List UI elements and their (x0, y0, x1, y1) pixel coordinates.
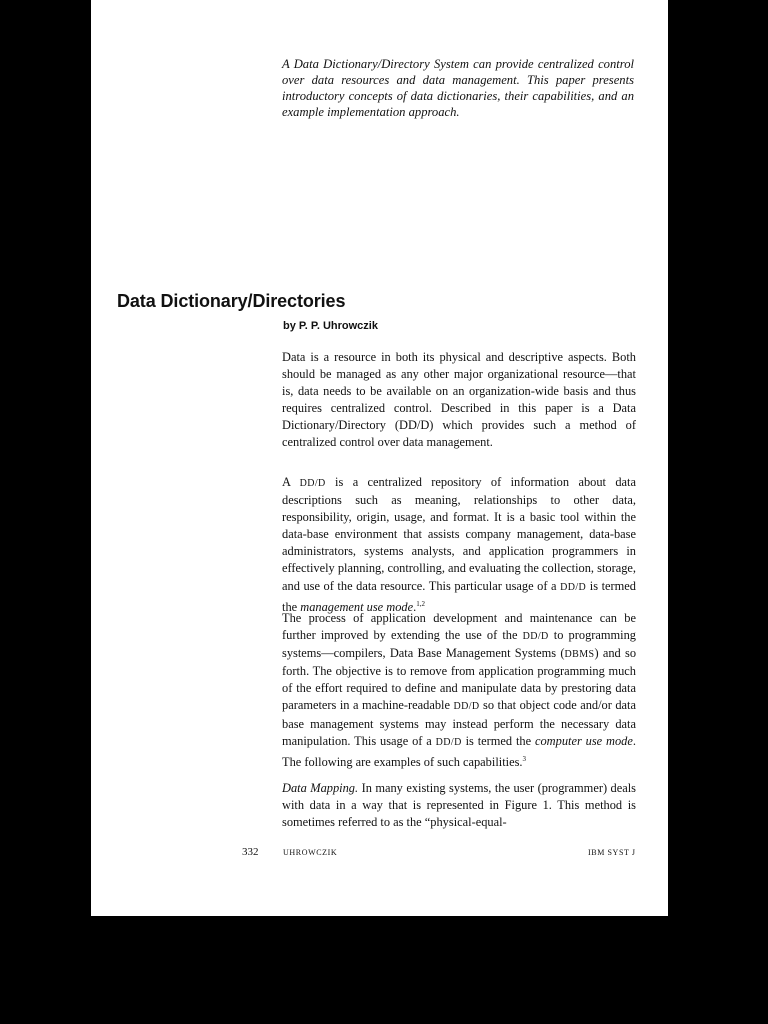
journal-page (91, 0, 668, 916)
text-run: is termed the (282, 578, 636, 614)
abbreviation: DBMS (564, 649, 595, 661)
body-paragraph-4 (282, 780, 636, 831)
page-number: 332 (242, 846, 259, 858)
emphasized-term: management use mode (300, 599, 414, 614)
abstract: A Data Dictionary/Directory System can provide centralized control over data resources and data management. This paper presents introductory concepts of data dictionaries, their capabilities, and an example implementation approach. (282, 57, 634, 119)
abbreviation: DD/D (560, 581, 587, 593)
abbreviation: DD/D (522, 631, 549, 643)
running-footer-author: UHROWCZIK (283, 848, 338, 857)
abbreviation: DD/D (435, 736, 462, 748)
abbreviation: DD/D (453, 701, 480, 713)
scan-border (668, 0, 768, 916)
text-run: In many existing systems, the user (programmer) deals with data in a way that is represented in Figure 1. This method is sometimes referred to as the “physical-equal- (282, 781, 637, 830)
text-run: A (282, 475, 300, 489)
text-run: is termed the (461, 733, 535, 748)
emphasized-term: computer use mode (534, 733, 633, 748)
body-paragraph-1: Data is a resource in both its physical and descriptive aspects. Both should be managed as any other major organizational resource—that is, data needs to be available on an organization-wide basis and thus requires centralized control. Described in this paper is a Data Dictionary/Directory (DD/D) which provides such a method of centralized control over data management. (282, 350, 636, 450)
article-title: Data Dictionary/Directories (117, 291, 346, 311)
text-run: ) and so forth. The objective is to remove from application programming much of the effort required to define and manipulate data by prestoring data parameters in a machine-readable (282, 646, 637, 713)
body-paragraph-3 (282, 610, 636, 771)
reference-marker: 3 (522, 754, 527, 763)
text-run: to programming systems—compilers, Data Base Management Systems ( (282, 628, 636, 661)
text-run: is a centralized repository of information about data descriptions such as meaning, relationships to other data, responsibility, origin, usage, and format. It is a basic tool within the data-base environment that assists company management, data-base administrators, systems analysts, and application programmers in effectively planning, controlling, and evaluating the collection, storage, and use of the data resource. This particular usage of a (282, 475, 636, 593)
text-run: so that object code and/or data base management systems may instead perform the necessary data manipulation. This usage of a (282, 698, 636, 748)
abbreviation: DD/D (299, 478, 326, 489)
reference-marker: 1,2 (416, 599, 425, 608)
run-in-heading: Data Mapping. (282, 781, 359, 795)
text-run: The process of application development and maintenance can be further improved by extending the use of the (282, 611, 636, 643)
text-run: . (413, 599, 417, 614)
author-byline: by P. P. Uhrowczik (283, 320, 378, 332)
text-run: . The following are examples of such capabilities. (282, 733, 636, 769)
body-paragraph-2 (282, 474, 636, 616)
running-footer-journal: IBM SYST J (588, 848, 636, 857)
